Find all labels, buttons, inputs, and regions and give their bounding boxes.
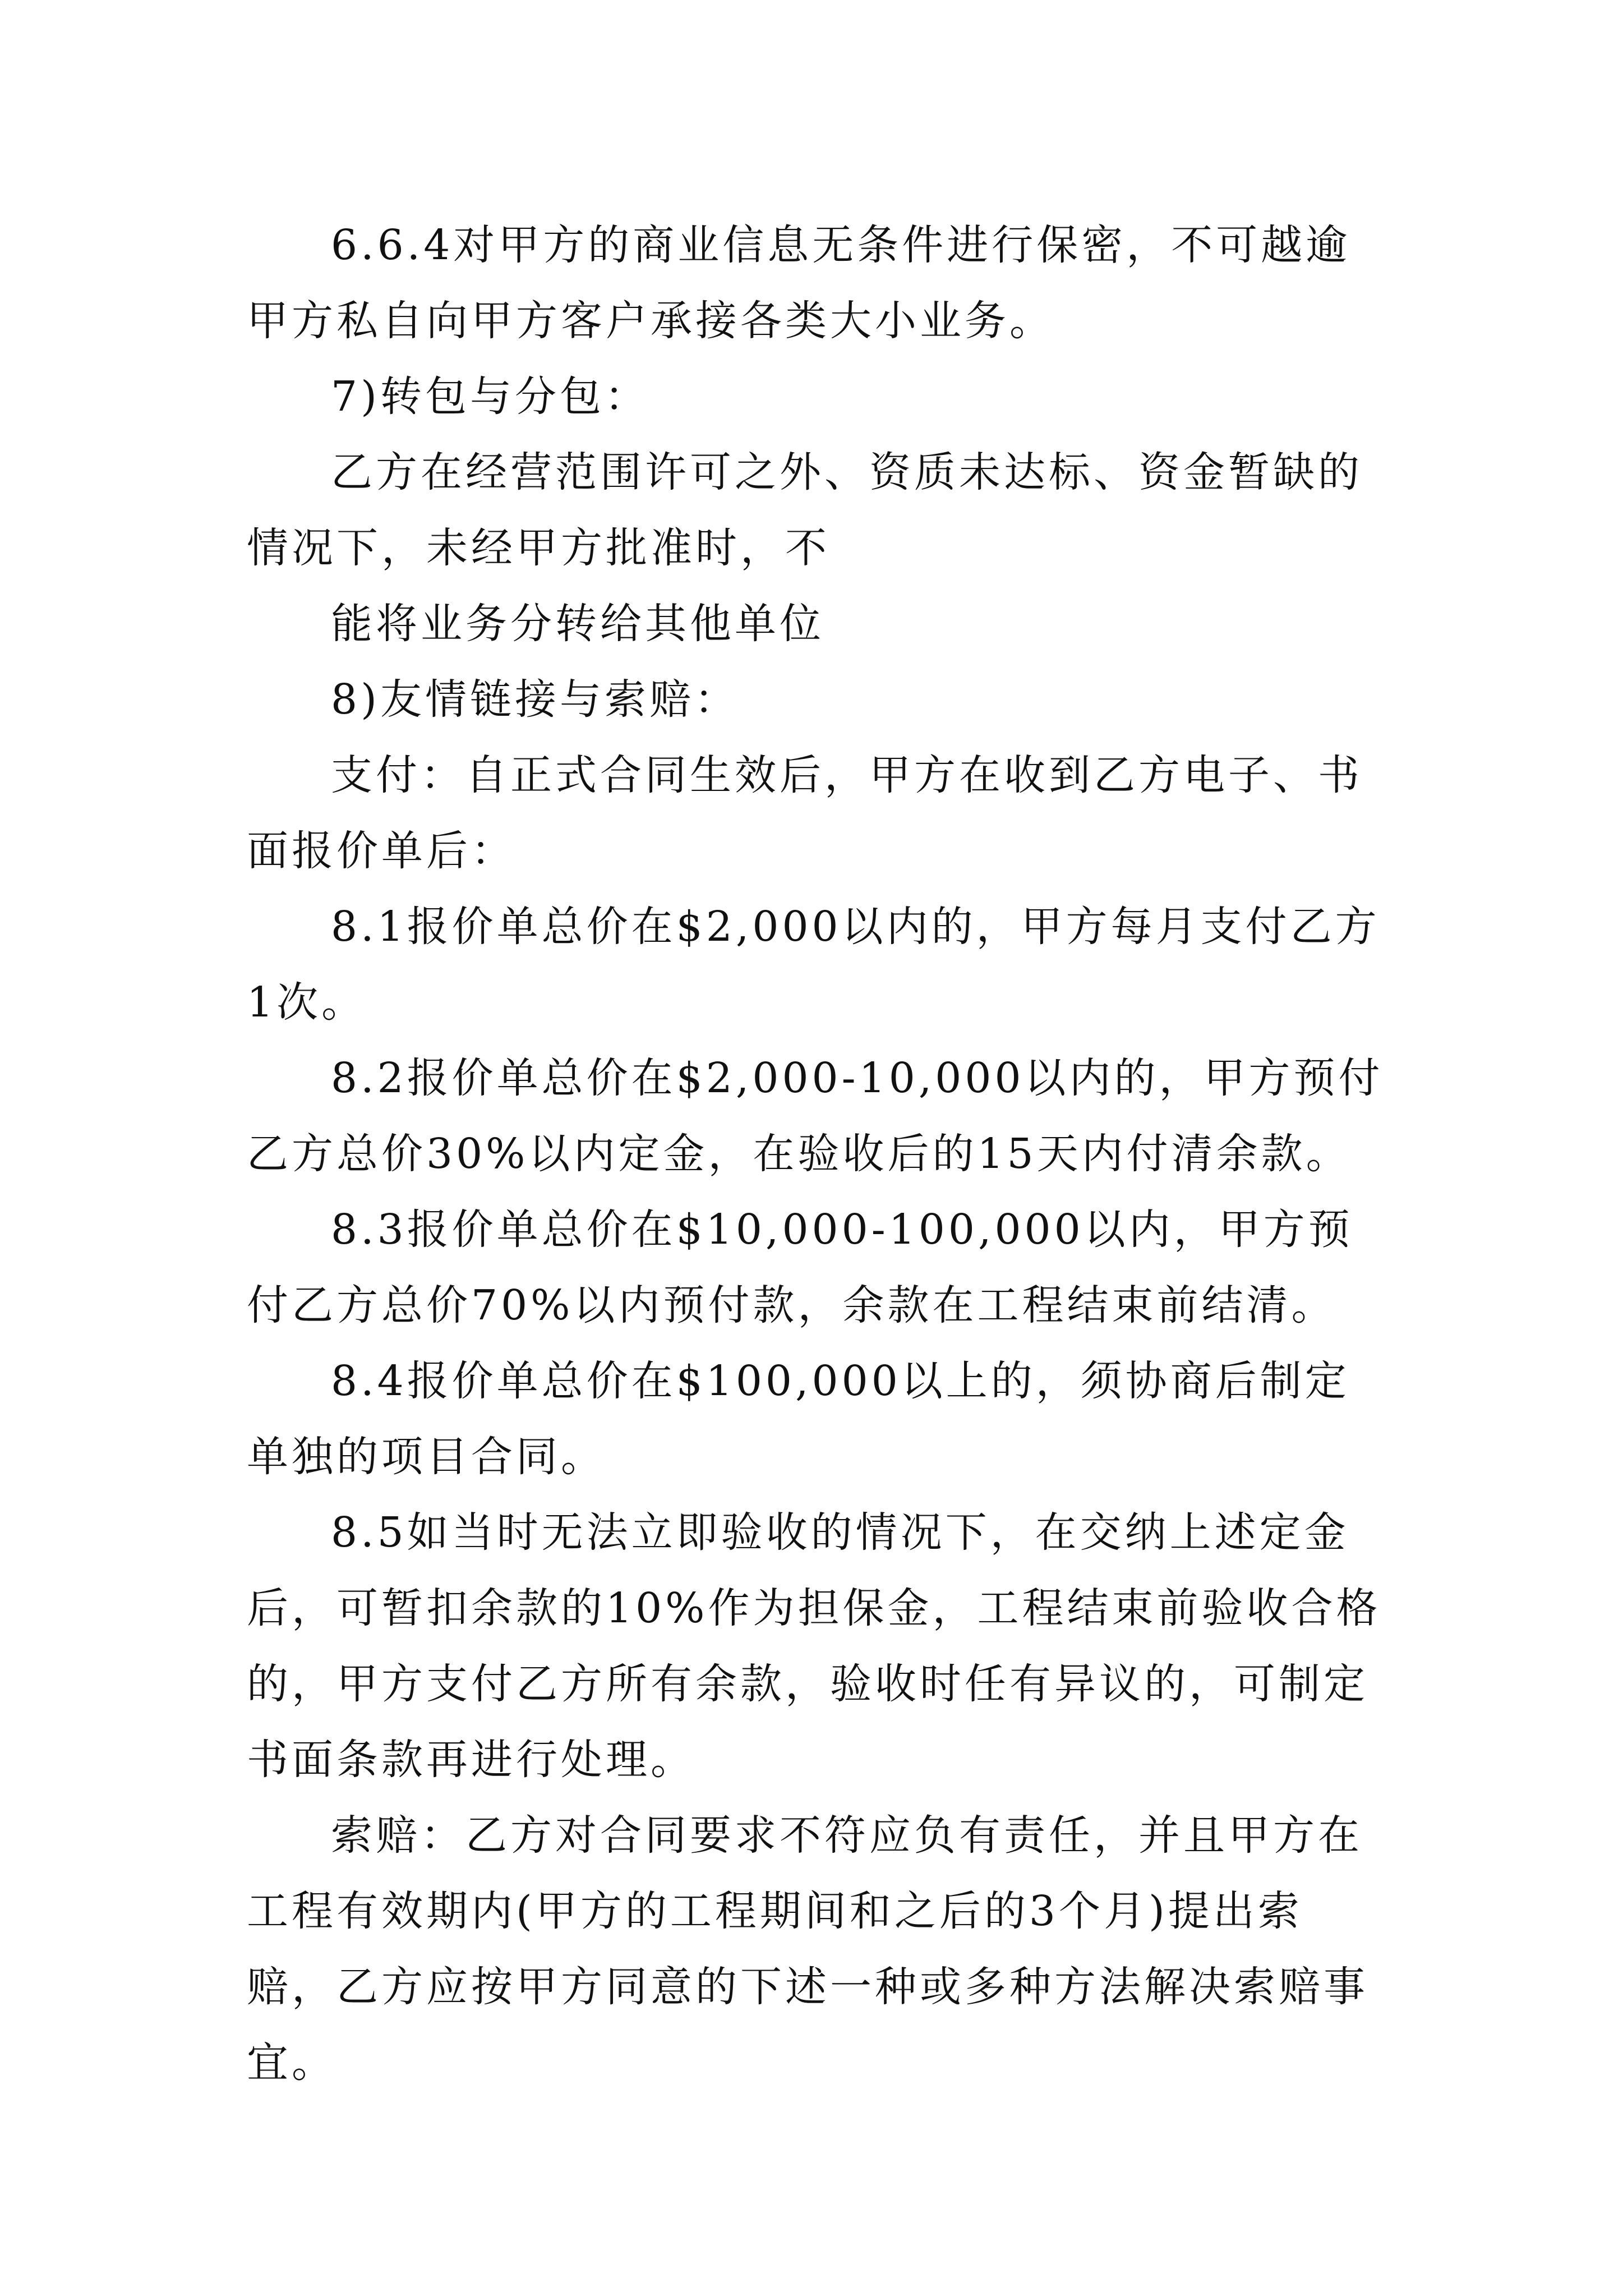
- paragraph-8-1: 8.1报价单总价在$2,000以内的，甲方每月支付乙方1次。: [247, 903, 1380, 1027]
- heading-8-links-and-claims: 8)友情链接与索赔：: [331, 675, 739, 724]
- paragraph-8-4: 8.4报价单总价在$100,000以上的，须协商后制定单独的项目合同。: [247, 1357, 1350, 1481]
- paragraph-claims: 索赔：乙方对合同要求不符应负有责任，并且甲方在工程有效期内(甲方的工程期间和之后的3个月)提出索赔，乙方应按甲方同意的下述一种或多种方法解决索赔事宜。: [247, 1811, 1368, 2087]
- paragraph-subcontract-continuation: 能将业务分转给其他单位: [331, 600, 824, 648]
- heading-7-subcontracting: 7)转包与分包：: [331, 372, 649, 421]
- paragraph-subcontract-condition: 乙方在经营范围许可之外、资质未达标、资金暂缺的情况下，未经甲方批准时，不: [247, 448, 1363, 572]
- paragraph-6-6-4: 6.6.4对甲方的商业信息无条件进行保密，不可越逾甲方私自向甲方客户承接各类大小业务。: [247, 221, 1351, 345]
- paragraph-8-3: 8.3报价单总价在$10,000-100,000以内，甲方预付乙方总价70%以内预付款，余款在工程结束前结清。: [247, 1205, 1353, 1329]
- paragraph-payment-intro: 支付：自正式合同生效后，甲方在收到乙方电子、书面报价单后：: [247, 751, 1363, 875]
- document-body: [247, 208, 1385, 2101]
- paragraph-8-2: 8.2报价单总价在$2,000-10,000以内的，甲方预付乙方总价30%以内定金，在验收后的15天内付清余款。: [247, 1054, 1384, 1178]
- paragraph-8-5: 8.5如当时无法立即验收的情况下，在交纳上述定金后，可暂扣余款的10%作为担保金，工程结束前验收合格的，甲方支付乙方所有余款，验收时任有异议的，可制定书面条款再进行处理。: [247, 1508, 1381, 1784]
